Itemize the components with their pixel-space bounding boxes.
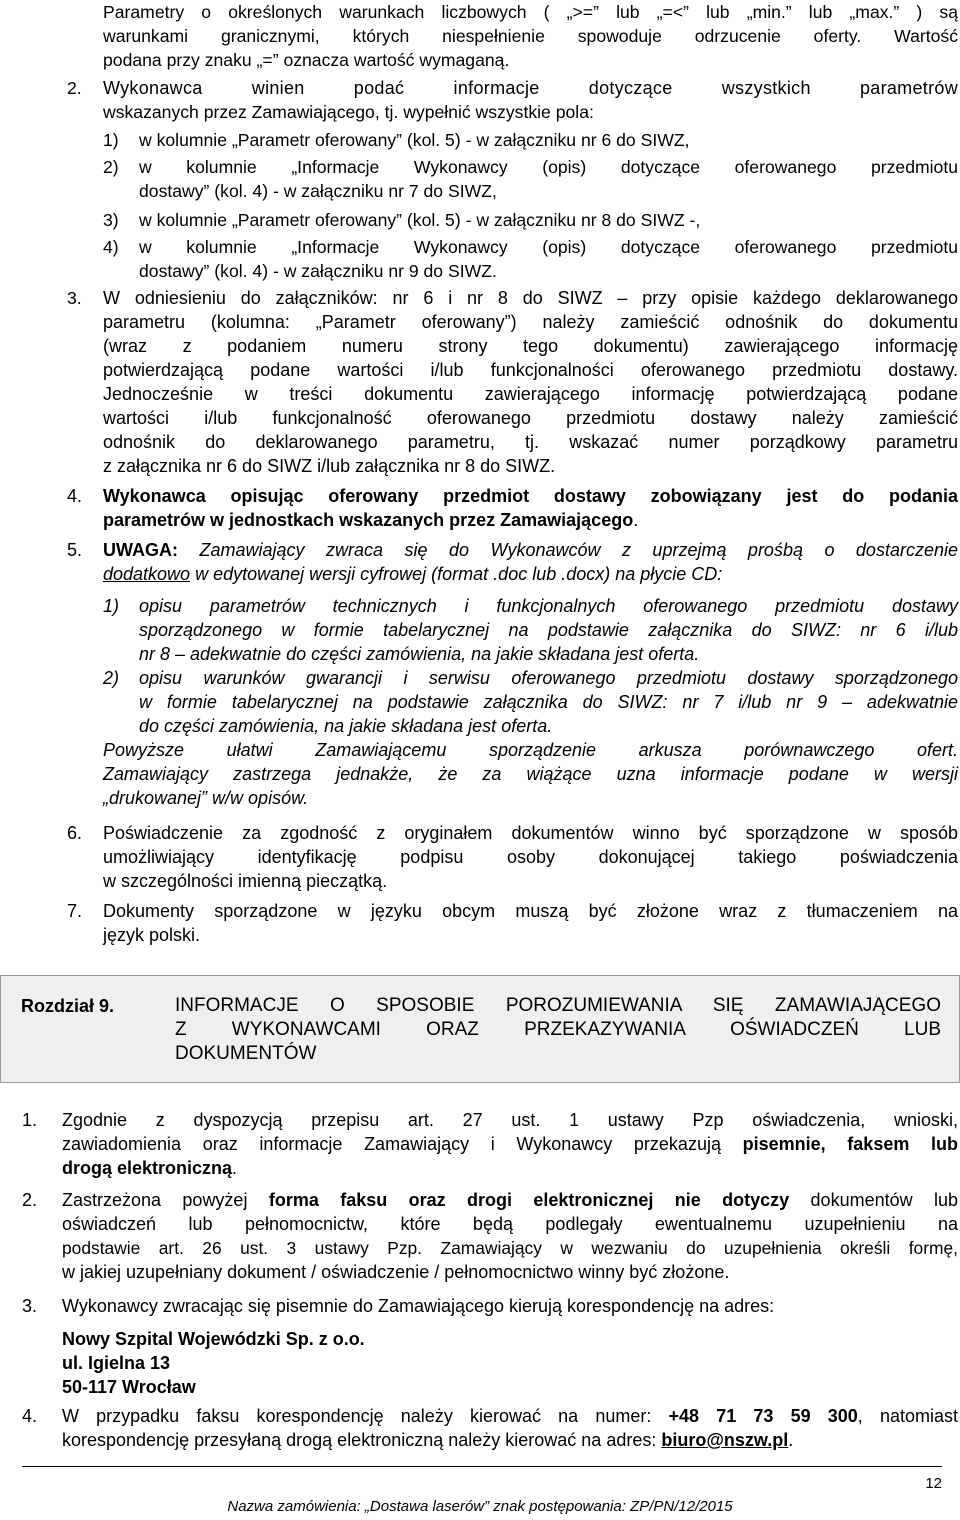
section-number: 3. [22,1296,38,1316]
section-2-line: dokumentów lub [789,1190,958,1210]
point-3-line: parametru (kolumna: „Parametr oferowany”) należy zamieścić odnośnik do dokumentu [103,312,958,332]
list-line: opisu warunków gwarancji i serwisu oferowanego przedmiotu dostawy sporządzonego [139,668,958,688]
dodatkowo-underlined: dodatkowo [103,564,191,584]
list-number: 2) [103,157,119,177]
address-line: Nowy Szpital Wojewódzki Sp. z o.o. [62,1329,365,1349]
address-line: ul. Igielna 13 [62,1353,171,1373]
list-number: 2) [103,668,120,688]
section-number: 1. [22,1110,38,1130]
point-7-line: Dokumenty sporządzone w języku obcym muszą być złożone wraz z tłumaczeniem na [103,901,958,921]
intro-line: podana przy znaku „=” oznacza wartość wymaganą. [103,50,510,70]
section-1-bold: drogą elektroniczną [62,1158,233,1178]
uwaga-label: UWAGA: [103,540,178,560]
point-7-line: język polski. [103,925,201,945]
fax-number: +48 71 73 59 300 [668,1406,858,1426]
email-link[interactable]: biuro@nszw.pl [661,1430,789,1450]
footer-text: Nazwa zamówienia: „Dostawa laserów” znak postępowania: ZP/PN/12/2015 [227,1498,733,1515]
page-number: 12 [925,1475,942,1492]
point-5-line: Zamawiający zwraca się do Wykonawców z uprzejmą prośbą o dostarczenie [199,540,958,560]
point-4 [67,484,958,532]
list-number: 1) [103,130,119,150]
chapter-label: Rozdział 9. [21,996,115,1016]
point-number: 2. [67,78,82,98]
list-line: w formie tabelarycznej na podstawie załącznika do SIWZ: nr 7 i/lub nr 9 – adekwatnie [139,692,958,712]
section-1-period: . [232,1158,238,1178]
point-6-line: Poświadczenie za zgodność z oryginałem dokumentów winno być sporządzone w sposób [103,823,958,843]
point-3 [67,286,958,478]
list-item [103,208,958,232]
footer-rule [22,1466,942,1467]
list-item [103,155,958,203]
list-item [103,594,958,666]
section-3 [22,1294,958,1399]
list-item [103,128,958,152]
address-line: 50-117 Wrocław [62,1377,196,1397]
list-line: dostawy” (kol. 4) - w załączniku nr 9 do SIWZ. [139,261,497,281]
note-line: „drukowanej” w/w opisów. [103,788,309,808]
chapter-title-line: DOKUMENTÓW [175,1043,317,1064]
list-number: 3) [103,210,119,230]
point-4-period: . [633,510,639,530]
section-1-line: Zgodnie z dyspozycją przepisu art. 27 ust. 1 ustawy Pzp oświadczenia, wnioski, [62,1110,958,1130]
point-4-line: parametrów w jednostkach wskazanych przez Zamawiającego [103,510,634,530]
list-number: 1) [103,596,120,616]
list-line: w kolumnie „Parametr oferowany” (kol. 5) - w załączniku nr 8 do SIWZ -, [139,210,701,230]
point-3-line: odnośnik do deklarowanego parametru, tj. wskazać numer porządkowy parametru [103,432,958,452]
point-number: 5. [67,540,83,560]
list-line: sporządzonego w formie tabelarycznej na podstawie załącznika do SIWZ: nr 6 i/lub [139,620,958,640]
list-line: do części zamówienia, na jakie składana jest oferta. [139,716,553,736]
point-2 [67,76,958,124]
point-3-line: potwierdzającą podane wartości i/lub funkcjonalności oferowanego przedmiotu dostawy. [103,360,958,380]
note-line: Zamawiający zastrzega jednakże, że za wiążące uzna informacje podane w wersji [103,764,958,784]
section-2-line: oświadczeń lub pełnomocnictw, które będą podlegały ewentualnemu uzupełnieniu na [62,1214,958,1234]
point-2-line: Wykonawca winien podać informacje dotyczące wszystkich parametrów [103,78,958,98]
note-line: Powyższe ułatwi Zamawiającemu sporządzenie arkusza porównawczego ofert. [103,740,958,760]
section-1-line: zawiadomienia oraz informacje Zamawiający i Wykonawcy przekazują [62,1134,743,1154]
point-7 [67,899,958,947]
chapter-header [0,975,960,1083]
point-5-note [103,738,958,810]
list-item [103,666,958,738]
point-5-list [103,594,958,810]
point-5 [67,538,958,586]
point-6-line: umożliwiający identyfikację podpisu osoby dokonującej takiego poświadczenia [103,847,958,867]
intro-line: warunkami granicznymi, których niespełnienie spowoduje odrzucenie oferty. Wartość [103,26,958,46]
point-3-line: Jednocześnie w treści dokumentu zawierającego informację potwierdzającą podane [103,384,958,404]
chapter-title-line: Z WYKONAWCAMI ORAZ PRZEKAZYWANIA OŚWIADCZEŃ LUB [175,1019,941,1040]
point-2-line: wskazanych przez Zamawiającego, tj. wypełnić wszystkie pola: [103,102,594,122]
section-2-line: Zastrzeżona powyżej [62,1190,269,1210]
list-item [103,235,958,283]
section-2 [22,1188,958,1284]
point-number: 6. [67,823,83,843]
section-4-line: W przypadku faksu korespondencję należy kierować na numer: [62,1406,669,1426]
list-line: nr 8 – adekwatnie do części zamówienia, na jakie składana jest oferta. [139,644,700,664]
point-3-line: (wraz z podaniem numeru strony tego dokumentu) zawierającego informację [103,336,958,356]
point-number: 7. [67,901,83,921]
point-2-list [103,128,958,283]
section-number: 2. [22,1190,38,1210]
point-3-line: W odniesieniu do załączników: nr 6 i nr 8 do SIWZ – przy opisie każdego deklarowanego [103,288,958,308]
intro-paragraph [103,0,958,72]
section-number: 4. [22,1406,38,1426]
section-4-period: . [788,1430,794,1450]
point-6 [67,821,958,893]
chapter-title [175,994,941,1066]
list-number: 4) [103,237,119,257]
list-line: opisu parametrów technicznych i funkcjonalnych oferowanego przedmiotu dostawy [139,596,958,616]
point-4-line: Wykonawca opisując oferowany przedmiot dostawy zobowiązany jest do podania [103,486,958,506]
section-4 [22,1404,958,1452]
point-5-line: w edytowanej wersji cyfrowej (format .doc lub .docx) na płycie CD: [195,564,723,584]
section-1-bold: pisemnie, faksem lub [742,1134,958,1154]
section-2-line: podstawie art. 26 ust. 3 ustawy Pzp. Zamawiający w wezwaniu do uzupełnienia określi formę, [62,1238,958,1258]
list-line: w kolumnie „Informacje Wykonawcy (opis) dotyczące oferowanego przedmiotu [139,157,958,177]
section-1 [22,1108,958,1180]
point-number: 4. [67,486,83,506]
list-line: w kolumnie „Informacje Wykonawcy (opis) dotyczące oferowanego przedmiotu [139,237,958,257]
chapter-title-line: INFORMACJE O SPOSOBIE POROZUMIEWANIA SIĘ ZAMAWIAJĄCEGO [175,995,941,1016]
section-4-line: korespondencję przesyłaną drogą elektroniczną należy kierować na adres: [62,1430,662,1450]
list-line: w kolumnie „Parametr oferowany” (kol. 5) - w załączniku nr 6 do SIWZ, [139,130,690,150]
section-2-bold: forma faksu oraz drogi elektronicznej nie dotyczy [268,1190,790,1210]
section-3-line: Wykonawcy zwracając się pisemnie do Zamawiającego kierują korespondencję na adres: [62,1296,775,1316]
point-3-line: z załącznika nr 6 do SIWZ i/lub załącznika nr 8 do SIWZ. [103,456,556,476]
point-3-line: wartości i/lub funkcjonalność oferowanego przedmiotu dostawy należy zamieścić [103,408,958,428]
section-4-line: , natomiast [857,1406,958,1426]
list-line: dostawy” (kol. 4) - w załączniku nr 7 do SIWZ, [139,181,497,201]
section-2-line: w jakiej uzupełniany dokument / oświadczenie / pełnomocnictwo winny być złożone. [62,1262,730,1282]
point-number: 3. [67,288,82,308]
point-6-line: w szczególności imienną pieczątką. [103,871,388,891]
intro-line: Parametry o określonych warunkach liczbowych ( „>=” lub „=<” lub „min.” lub „max.” ) są [103,2,958,22]
